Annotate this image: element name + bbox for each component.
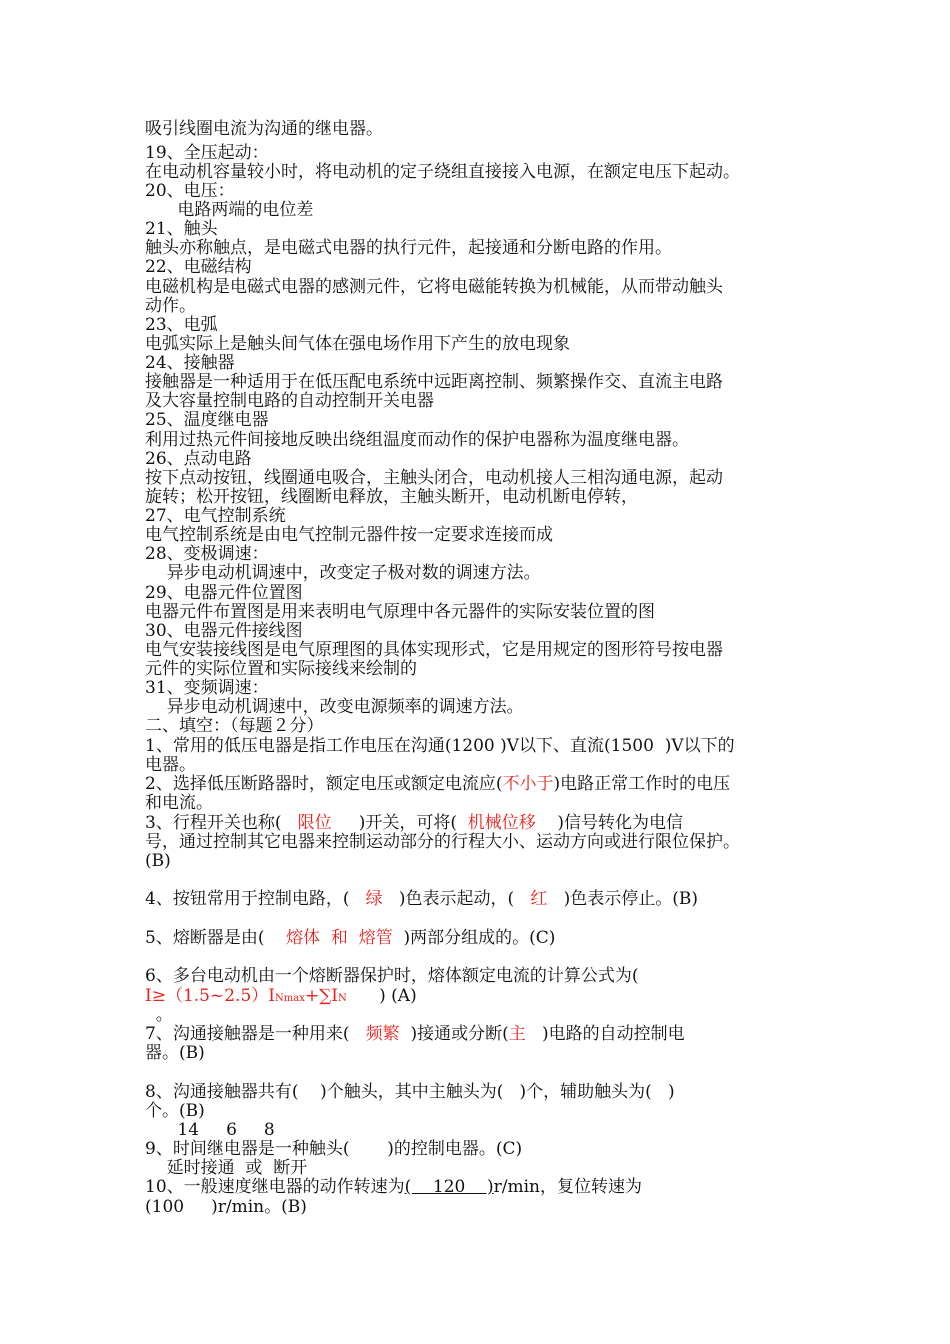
answer: 红	[530, 889, 548, 909]
text-line: 触头亦称触点，是电磁式电器的执行元件，起接通和分断电路的作用。	[145, 238, 672, 258]
text-line: 及大容量控制电路的自动控制开关电器	[145, 391, 434, 411]
answer: 不小于	[502, 774, 554, 794]
question-4: 4、按钮常用于控制电路，( 绿 )色表示起动，( 红 )色表示停止。(B)	[145, 889, 698, 909]
question-7-cont: 器。(B)	[145, 1043, 205, 1063]
question-6-formula: I≥（1.5~2.5）INmax+∑IN ) (A)	[145, 986, 417, 1006]
heading-25: 25、温度继电器	[145, 410, 269, 430]
question-8: 8、沟通接触器共有( )个触头，其中主触头为( )个，辅助触头为( )	[145, 1082, 675, 1102]
question-6-cont: 。	[145, 1005, 173, 1025]
heading-31: 31、变频调速：	[145, 678, 269, 698]
heading-29: 29、电器元件位置图	[145, 583, 303, 603]
question-9-answers: 延时接通 或 断开	[145, 1158, 308, 1178]
question-7: 7、沟通接触器是一种用来( 频繁 )接通或分断(主 )电路的自动控制电	[145, 1024, 685, 1044]
heading-28: 28、变极调速：	[145, 544, 269, 564]
text-line: 接触器是一种适用于在低压配电系统中远距离控制、频繁操作交、直流主电路	[145, 372, 723, 392]
answer: 熔体 和 熔管	[286, 928, 393, 948]
question-10-cont: (100 )r/min。(B)	[145, 1197, 307, 1217]
text-line: 动作。	[145, 296, 196, 316]
question-8-cont: 个。(B)	[145, 1101, 205, 1121]
text-line: 电气安装接线图是电气原理图的具体实现形式，它是用规定的图形符号按电器	[145, 640, 723, 660]
question-10: 10、一般速度继电器的动作转速为( 120 )r/min，复位转速为	[145, 1177, 642, 1197]
text-line: 旋转；松开按钮，线圈断电释放，主触头断开，电动机断电停转，	[145, 487, 638, 507]
heading-23: 23、电弧	[145, 315, 218, 335]
text-line: 电路两端的电位差	[145, 200, 314, 220]
answer: 机械位移	[467, 813, 536, 833]
heading-30: 30、电器元件接线图	[145, 621, 303, 641]
heading-21: 21、触头	[145, 219, 218, 239]
text-line: 在电动机容量较小时，将电动机的定子绕组直接接入电源，在额定电压下起动。	[145, 162, 740, 182]
heading-22: 22、电磁结构	[145, 257, 252, 277]
question-8-answers: 14 6 8	[145, 1120, 275, 1140]
text-line: 吸引线圈电流为沟通的继电器。	[145, 119, 383, 139]
section-heading: 二、填空：（每题２分）	[145, 716, 324, 736]
question-3: 3、行程开关也称( 限位 )开关，可将( 机械位移 )信号转化为电信	[145, 813, 684, 833]
question-3-level: (B)	[145, 851, 171, 871]
text-line: 电气控制系统是由电气控制元器件按一定要求连接而成	[145, 525, 553, 545]
heading-27: 27、电气控制系统	[145, 506, 286, 526]
answer: 限位	[297, 813, 332, 833]
text-line: 元件的实际位置和实际接线来绘制的	[145, 659, 417, 679]
text-line: 按下点动按钮，线圈通电吸合，主触头闭合，电动机接人三相沟通电源，起动	[145, 468, 723, 488]
question-6: 6、多台电动机由一个熔断器保护时，熔体额定电流的计算公式为(	[145, 966, 639, 986]
answer: ( 120 )	[404, 1177, 494, 1197]
question-1-cont: 电器。	[145, 755, 196, 775]
question-2: 2、选择低压断路器时，额定电压或额定电流应(不小于)电路正常工作时的电压	[145, 774, 731, 794]
question-9: 9、时间继电器是一种触头( )的控制电器。(C)	[145, 1139, 523, 1159]
text-line: 电磁机构是电磁式电器的感测元件，它将电磁能转换为机械能，从而带动触头	[145, 277, 723, 297]
text-line: 利用过热元件间接地反映出绕组温度而动作的保护电器称为温度继电器。	[145, 430, 689, 450]
text-line: 电弧实际上是触头间气体在强电场作用下产生的放电现象	[145, 334, 570, 354]
answer: 频繁	[365, 1024, 400, 1044]
heading-20: 20、电压：	[145, 181, 235, 201]
answer: 主	[508, 1024, 526, 1044]
question-2-cont: 和电流。	[145, 793, 213, 813]
heading-26: 26、点动电路	[145, 449, 252, 469]
text-line: 异步电动机调速中，改变电源频率的调速方法。	[145, 697, 524, 717]
question-1: 1、常用的低压电器是指工作电压在沟通(1200 )V以下、直流(1500 )V以下的	[145, 736, 735, 756]
text-line: 异步电动机调速中，改变定子极对数的调速方法。	[145, 563, 541, 583]
text-line: 电器元件布置图是用来表明电气原理中各元器件的实际安装位置的图	[145, 602, 655, 622]
heading-24: 24、接触器	[145, 353, 235, 373]
question-5: 5、熔断器是由( 熔体 和 熔管 )两部分组成的。(C)	[145, 928, 556, 948]
answer: 绿	[365, 889, 383, 909]
heading-19: 19、全压起动：	[145, 143, 269, 163]
question-3-cont: 号，通过控制其它电器来控制运动部分的行程大小、运动方向或进行限位保护。	[145, 832, 740, 852]
